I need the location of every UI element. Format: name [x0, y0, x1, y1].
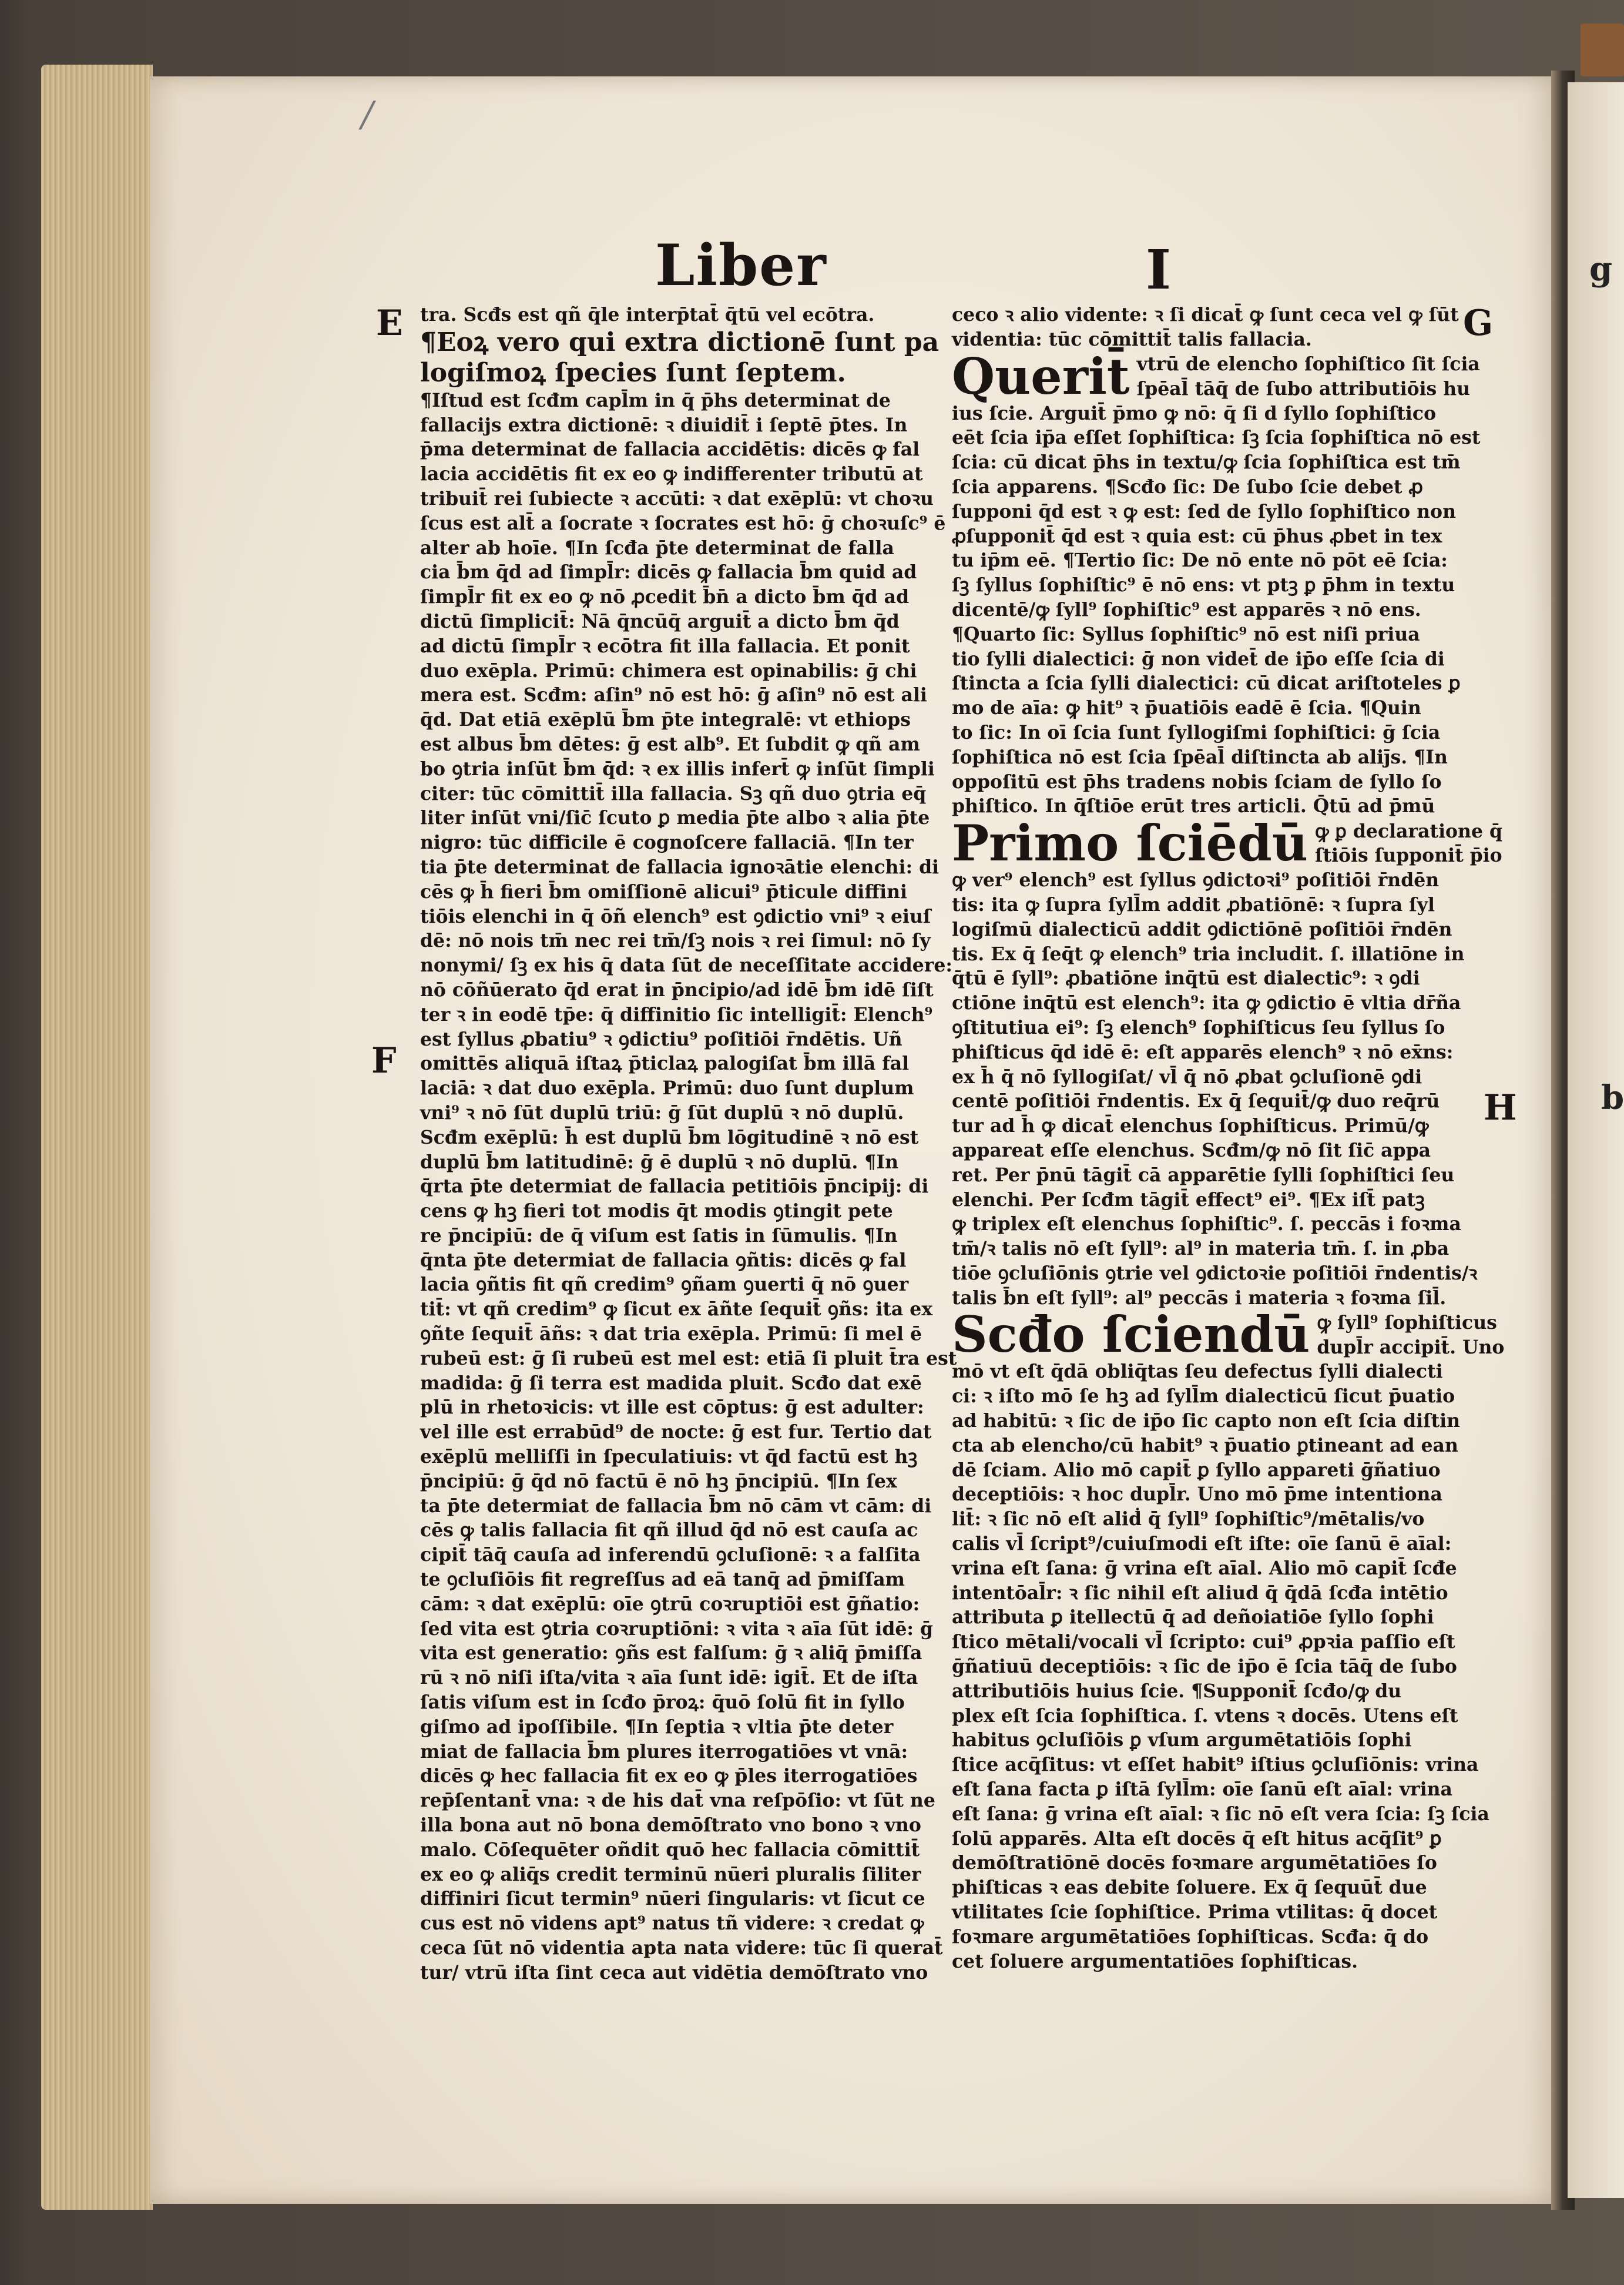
text-line: rep̄ſentant̄ vna: ꝛ de his dat̄ vna reſpōſio: vt ſūt ne	[420, 1790, 935, 1812]
text-line: tit̄: vt qñ credim⁹ ꝙ ſicut ex āñte ſequit̄ ꝯñs: ita ex	[420, 1298, 933, 1321]
text-line: logiſmū dialecticū addit ꝯdictiōnē poſitiōi r̄ndēn	[952, 918, 1452, 940]
text-line: ¶Quarto ſic: Syllus ſophiſtic⁹ nō est niſi priua	[952, 623, 1420, 645]
text-line: est albus b̄m dētes: ḡ est alb⁹. Et ſubdit ꝙ qñ am	[420, 733, 920, 755]
text-line: ctiōne inq̄tū est elench⁹: ita ꝙ ꝯdictio ē vltia dr̄ña	[952, 992, 1461, 1014]
text-line: demōſtratiōnē docēs foꝛmare argumētatiōes ſo	[952, 1852, 1437, 1874]
text-line: ceco ꝛ alio vidente: ꝛ ſi dicat̄ ꝙ ſunt ceca vel ꝙ ſūt	[952, 304, 1459, 326]
text-line: dictū ſimplicit̄: Nā q̄ncūq̄ arguit̄ a dicto b̄m q̄d	[420, 610, 900, 632]
text-line: foꝛmare argumētatiōes ſophiſticas. Scđa: q̄ do	[952, 1925, 1429, 1948]
text-line: illa bona aut nō bona demōſtrato vno bono ꝛ vno	[420, 1814, 921, 1837]
text-line: ſꝫ ſyllus ſophiſtic⁹ ē nō ens: vt ptꝫ ꝑ p̄hm in textu	[952, 574, 1455, 597]
queritur-block	[952, 347, 1480, 406]
text-line: eſt ſana facta ꝑ iſtā ſyll̄m: oīe ſanū eſt aīal: vrina	[952, 1778, 1452, 1801]
text-line: vel ille est errabūd⁹ de nocte: ḡ est fur. Tertio dat	[420, 1421, 932, 1443]
text-line: talis b̄n eſt ſyll⁹: al⁹ peccās i materia ꝛ foꝛma ſil̄.	[952, 1286, 1447, 1309]
text-line: plex eſt ſcia ſophiſtica. ſ. vtens ꝛ docēs. Utens eſt	[952, 1704, 1458, 1727]
text-line: tis: ita ꝙ ſupra ſyll̄m addit ꝓbatiōnē: ꝛ ſupra ſyl	[952, 893, 1435, 916]
text-line: vtilitates ſcie ſophiſtice. Prima vtilitas: q̄ docet	[952, 1901, 1438, 1924]
text-line: miat de fallacia b̄m plures iterrogatiōes vt vnā:	[420, 1740, 908, 1763]
left-column	[420, 303, 957, 1985]
text-line: ſolū apparēs. Alta eſt docēs q̄ eſt hitus acq̄ſit⁹ ꝑ	[952, 1827, 1442, 1850]
text-line: cens ꝙ hꝫ fieri tot modis q̄t modis ꝯtingit pete	[420, 1200, 893, 1222]
text-line: videntia: tūc cōmittit̄ talis fallacia.	[952, 328, 1312, 350]
text-line: ſimpl̄r fit ex eo ꝙ nō ꝓcedit b̄n̄ a dicto b̄m q̄d ad	[420, 586, 910, 608]
text-line: mo de aīa: ꝙ hit⁹ ꝛ p̄uatiōis eadē ē ſcia. ¶Quin	[952, 697, 1421, 719]
text-line: phiſticas ꝛ eas debite ſoluere. Ex q̄ ſequūt̄ due	[952, 1877, 1427, 1899]
margin-letter-h: H	[1484, 1087, 1517, 1128]
text-line: rū ꝛ nō niſi iſta/vita ꝛ aīa ſunt idē: igit̄. Et de iſta	[420, 1667, 918, 1689]
text-line: bo ꝯtria inſūt b̄m q̄d: ꝛ ex illis infert̄ ꝙ inſūt ſimpli	[420, 758, 935, 780]
text-line: p̄ma determinat de fallacia accidētis: dicēs ꝙ fal	[420, 438, 920, 461]
text-line: mera est. Scđm: aſin⁹ nō est hō: ḡ aſin⁹ nō est ali	[420, 684, 927, 706]
text-line: nigro: tūc difficile ē cognoſcere fallaciā. ¶In ter	[420, 832, 914, 854]
text-line: rubeū est: ḡ ſi rubeū est mel est: etiā ſi pluit t̄ra est	[420, 1347, 957, 1369]
text-line: Scđm exēplū: h̄ est duplū b̄m lōgitudinē ꝛ nō est	[420, 1126, 919, 1148]
text-line: alter ab hoīe. ¶In ſcđa p̄te determinat de falla	[420, 537, 894, 559]
text-line: malo. Cōſequēter oñdit quō hec fallacia cōmittit̄	[420, 1838, 920, 1861]
text-line: ex eo ꝙ aliq̄s credit terminū nūeri pluralis ſiliter	[420, 1863, 921, 1885]
text-line: vrina eſt ſana: ḡ vrina eſt aīal. Alio mō capit̄ ſcđe	[952, 1557, 1457, 1579]
text-line: cus est nō videns apt⁹ natus tñ videre: ꝛ credat ꝙ	[420, 1912, 924, 1935]
text-line: calis vl̄ ſcript⁹/cuiuſmodi eſt iſte: oīe ſanū ē aīal:	[952, 1533, 1452, 1555]
text-line: ſupponi q̄d est ꝛ ꝙ est: ſed de ſyllo ſophiſtico non	[952, 500, 1456, 522]
text-line: te ꝯcluſiōis fit regreſſus ad eā tanq̄ ad p̄miſſam	[420, 1569, 905, 1591]
text-line: ſcia apparens. ¶Scđo ſic: De ſubo ſcie debet ꝓ	[952, 475, 1423, 498]
text-line: cēs ꝙ h̄ fieri b̄m omiſſionē alicui⁹ p̄ticule diffini	[420, 880, 907, 903]
text-line: nonymi/ ſꝫ ex his q̄ data ſūt de neceſſitate accidere:	[420, 954, 953, 977]
text-line: logiſmoꝝ ſpecies ſunt ſeptem.	[420, 357, 846, 388]
text-line: q̄tū ē ſyll⁹: ꝓbatiōne inq̄tū est dialectic⁹: ꝛ ꝯdi	[952, 967, 1420, 990]
text-line: lit̄: ꝛ ſic nō eſt aliḋ q̄ ſyll⁹ ſophiſtic⁹/mētalis/vo	[952, 1508, 1425, 1530]
text-line: ſtincta a ſcia ſylli dialectici: cū dicat ariſtoteles ꝑ	[952, 672, 1461, 695]
running-head: Liber	[655, 232, 827, 299]
text-line: giſmo ad ipoſſibile. ¶In ſeptia ꝛ vltia p̄te deter	[420, 1716, 894, 1738]
text-line: mō vt eſt q̄dā obliq̄tas ſeu defectus ſylli dialecti	[952, 1361, 1443, 1383]
text-line: exēplū melliſſi in ſpeculatiuis: vt q̄d factū est hꝫ	[420, 1446, 918, 1468]
text-line: oppoſitū est p̄hs tradens nobis ſciam de ſyllo ſo	[952, 770, 1442, 793]
primo-initial: Primo ſciēdū	[952, 814, 1308, 873]
secundo-block	[952, 1305, 1505, 1364]
page-edges-left	[41, 65, 153, 2210]
text-line: centē poſitiōi r̄ndentis. Ex q̄ ſequit̄/ꝙ duo req̄rū	[952, 1090, 1440, 1113]
text-line: madida: ḡ ſi terra est madida pluit. Scđo dat exē	[420, 1372, 922, 1394]
text-line: attributiōis huius ſcie. ¶Supponit̄ ſcđo/ꝙ du	[952, 1680, 1402, 1702]
text-line: dicentē/ꝙ ſyll⁹ ſophiſtic⁹ est apparēs ꝛ nō ens.	[952, 598, 1421, 621]
text-line: ſcus est alt̄ a ſocrate ꝛ ſocrates est hō: ḡ choꝛuſc⁹ ē	[420, 512, 946, 534]
text-line: vni⁹ ꝛ nō ſūt duplū triū: ḡ ſūt duplū ꝛ nō duplū.	[420, 1101, 904, 1124]
text-line: ius ſcie. Arguit̄ p̄mo ꝙ nō: q̄ ſi d ſyllo ſophiſtico	[952, 402, 1437, 424]
text-line: liter inſūt vni/ſic̄ ſcuto ꝑ media p̄te albo ꝛ alia p̄te	[420, 807, 930, 829]
text-line: ad habitū: ꝛ ſic de ip̄o ſic capto non eſt ſcia diſtin	[952, 1410, 1461, 1432]
text-line: tis. Ex q̄ ſeq̄t ꝙ elench⁹ tria includit. ſ. illatiōne in	[952, 943, 1465, 965]
secundo-line: dupl̄r accipit̄. Uno	[1317, 1336, 1505, 1358]
text-line: laciā: ꝛ dat duo exēpla. Primū: duo ſunt duplum	[420, 1077, 914, 1100]
text-line: ret. Per p̄nū tāgit̄ cā apparētie ſylli ſophiſtici ſeu	[952, 1164, 1455, 1186]
text-line: tra. Scđs est qñ q̄le interp̄tat̄ q̄tū vel ecōtra.	[420, 304, 875, 326]
primo-line: ſtiōis ſupponit̄ p̄io	[1314, 845, 1502, 867]
pencil-mark: /	[361, 94, 374, 135]
text-line: habitus ꝯcluſiōis ꝑ vſum argumētatiōis ſophi	[952, 1729, 1412, 1751]
secundo-initial: Scđo ſciendū	[952, 1305, 1310, 1364]
text-line: ꝙ triplex eſt elenchus ſophiſtic⁹. ſ. peccās i foꝛma	[952, 1213, 1461, 1235]
text-line: nō cōñūerato q̄d erat in p̄ncipio/ad idē b̄m idē ſiſt	[420, 979, 934, 1001]
primo-line: ꝙ ꝑ declaratione q̄	[1314, 820, 1502, 842]
margin-letter-f: F	[371, 1040, 397, 1081]
text-line: ¶Iſtud est ſcđm capl̄m in q̄ p̄hs determinat de	[420, 389, 891, 411]
text-line: cēs ꝙ talis fallacia fit qñ illud q̄d nō est cauſa ac	[420, 1519, 918, 1542]
text-line: re p̄ncipiū: de q̄ viſum est ſatis in ſūmulis. ¶In	[420, 1224, 898, 1247]
text-line: ci: ꝛ iſto mō ſe hꝫ ad ſyll̄m dialecticū ſicut p̄uatio	[952, 1385, 1455, 1408]
text-line: tm̄/ꝛ talis nō eſt ſyll⁹: al⁹ in materia tm̄. ſ. in ꝓba	[952, 1238, 1449, 1260]
text-line: appareat eſſe elenchus. Scđm/ꝙ nō ſit ſic̄ appa	[952, 1139, 1431, 1161]
text-line: est ſyllus ꝓbatiu⁹ ꝛ ꝯdictiu⁹ poſitiōi r̄ndētis. Uñ	[420, 1028, 902, 1050]
text-line: cia b̄m q̄d ad ſimpl̄r: dicēs ꝙ fallacia b̄m quid ad	[420, 561, 917, 584]
text-line: tia p̄te determinat de fallacia ignoꝛātie elenchi: di	[420, 856, 939, 878]
text-line: q̄d. Dat etiā exēplū b̄m p̄te integralē: vt ethiops	[420, 709, 911, 731]
text-line: duplū b̄m latitudinē: ḡ ē duplū ꝛ nō duplū. ¶In	[420, 1151, 898, 1173]
text-line: dē: nō nois tm̄ nec rei tm̄/ſꝫ nois ꝛ rei ſimul: nō ſy	[420, 930, 931, 952]
text-line: cet ſoluere argumentatiōes ſophiſticas.	[952, 1950, 1358, 1972]
queritur-line: ſpēal̄ tāq̄ de ſubo attributiōis hu	[1136, 377, 1471, 400]
text-line: phiſticus q̄d idē ē: eſt apparēs elench⁹ ꝛ nō ex̄ns:	[952, 1041, 1454, 1063]
margin-letter-g: G	[1463, 303, 1494, 344]
text-line: q̄rta p̄te determiat de fallacia petitiōis p̄ncipij: di	[420, 1175, 929, 1198]
text-line: tribuit̄ rei ſubiecte ꝛ accūti: ꝛ dat exēplū: vt choꝛu	[420, 487, 934, 510]
text-line: cta ab elencho/cū habit⁹ ꝛ p̄uatio ꝑtineant ad ean	[952, 1434, 1458, 1456]
text-line: ꝯſtitutiua ei⁹: ſꝫ elench⁹ ſophiſticus ſeu ſyllus ſo	[952, 1016, 1445, 1038]
text-line: dicēs ꝙ hec fallacia fit ex eo ꝙ p̄les iterrogatiōes	[420, 1765, 918, 1787]
folio-number: I	[1146, 238, 1172, 301]
text-line: ḡñatiuū deceptiōis: ꝛ ſic de ip̄o ē ſcia tāq̄ de ſubo	[952, 1656, 1457, 1678]
text-line: ta p̄te determiat de fallacia b̄m nō cām vt cām: di	[420, 1495, 932, 1517]
text-line: ſtico mētali/vocali vl̄ ſcripto: cui⁹ ꝓpꝛia paſſio eſt	[952, 1631, 1455, 1653]
text-line: ſed vita est ꝯtria coꝛruptiōni: ꝛ vita ꝛ aīa ſūt idē: ḡ	[420, 1617, 934, 1640]
text-line: elenchi. Per ſcđm tāgit̄ effect⁹ ei⁹. ¶Ex iſt̄ patꝫ	[952, 1188, 1425, 1211]
text-line: ¶Eoꝝ vero qui extra dictionē ſunt pa	[420, 327, 939, 357]
text-line: deceptiōis: ꝛ hoc dupl̄r. Uno mō p̄me intentiona	[952, 1483, 1442, 1506]
text-line: tur/ vtrū iſta ſint ceca aut vidētia demōſtrato vno	[420, 1961, 928, 1984]
text-line: ꝙ ver⁹ elench⁹ est ſyllus ꝯdictoꝛi⁹ poſitiōi r̄ndēn	[952, 869, 1440, 892]
text-line: vita est generatio: ꝯñs est falſum: ḡ ꝛ aliq̄ p̄miſſa	[420, 1642, 922, 1664]
text-line: plū in rhetoꝛicis: vt ille est cōptus: ḡ est adulter:	[420, 1396, 924, 1419]
facing-page-letter-g: g	[1589, 250, 1613, 289]
text-line: fallacijs extra dictionē: ꝛ diuidit̄ i ſeptē p̄tes. In	[420, 414, 908, 436]
text-line: citer: tūc cōmittit̄ illa fallacia. Sꝫ qñ duo ꝯtria eq̄	[420, 782, 927, 805]
text-line: lacia accidētis fit ex eo ꝙ indifferenter tributū at	[420, 463, 923, 485]
text-line: attributa ꝑ itellectū q̄ ad deñoiatiōe ſyllo ſophi	[952, 1606, 1434, 1629]
text-line: cipit̄ tāq̄ cauſa ad inferendū ꝯcluſionē: ꝛ a falſita	[420, 1544, 921, 1566]
text-line: to ſic: In oī ſcia ſunt ſyllogiſmi ſophiſtici: ḡ ſcia	[952, 721, 1441, 743]
text-line: ꝓſupponit̄ q̄d est ꝛ quia est: cū p̄hus ꝓbet in tex	[952, 525, 1442, 547]
text-line: ex h̄ q̄ nō ſyllogiſat/ vl̄ q̄ nō ꝓbat ꝯcluſionē ꝯdi	[952, 1066, 1422, 1088]
text-line: ſophiſtica nō est ſcia ſpēal̄ diſtincta ab aliȷ̄s. ¶In	[952, 746, 1448, 768]
text-line: eēt ſcia ip̄a eſſet ſophiſtica: ſꝫ ſcia ſophiſtica nō est	[952, 427, 1481, 449]
text-line: ſatis viſum est in ſcđo p̄roꝝ: q̄uō ſolū fit in ſyllo	[420, 1691, 905, 1714]
text-line: duo exēpla. Primū: chimera est opinabilis: ḡ chi	[420, 659, 917, 682]
text-line: omittēs aliquā iſtaꝝ p̄ticlaꝝ palogiſat b̄m illā fal	[420, 1053, 910, 1075]
facing-page-edge	[1568, 82, 1624, 2198]
text-line: ꝯñte ſequit̄ āñs: ꝛ dat tria exēpla. Primū: ſi mel ē	[420, 1323, 922, 1345]
queritur-line: vtrū de elencho ſophiſtico ſit ſcia	[1136, 353, 1480, 375]
text-line: ter ꝛ in eodē tp̄e: q̄ diffinitio ſic intelligit̄: Elench⁹	[420, 1003, 933, 1026]
queritur-initial: Querit̄	[952, 347, 1130, 406]
right-column	[952, 303, 1505, 1974]
primo-block	[952, 814, 1502, 873]
text-line: tio ſylli dialectici: ḡ non videt̄ de ip̄o eſſe ſcia di	[952, 648, 1445, 670]
text-line: ceca ſūt nō videntia apta nata videre: tūc ſi querat̄	[420, 1937, 943, 1959]
text-line: tur ad h̄ ꝙ dicat̄ elenchus ſophiſticus. Primū/ꝙ	[952, 1115, 1429, 1137]
secundo-line: ꝙ ſyll⁹ ſophiſticus	[1317, 1311, 1497, 1334]
text-line: ſtice acq̄ſitus: vt eſſet habit⁹ iſtius ꝯcluſiōnis: vrina	[952, 1754, 1479, 1776]
text-line: tiōe ꝯcluſiōnis ꝯtrie vel ꝯdictoꝛie poſitiōi r̄ndentis/ꝛ	[952, 1262, 1478, 1284]
text-line: ad dictū ſimpl̄r ꝛ ecōtra fit illa fallacia. Et ponit	[420, 635, 910, 657]
text-line: tu ip̄m eē. ¶Tertio ſic: De nō ente nō pōt eē ſcia:	[952, 550, 1448, 572]
margin-letter-e: E	[376, 303, 403, 344]
facing-page-letter-b: b	[1601, 1078, 1624, 1117]
text-line: p̄ncipiū: ḡ q̄d nō factū ē nō hꝫ p̄ncipiū. ¶In ſex	[420, 1470, 897, 1492]
text-line: phiſtico. In q̄ſtiōe erūt tres articli. Q̄tū ad p̄mū	[952, 795, 1435, 817]
book-clasp	[1581, 24, 1624, 76]
text-line: diffiniri ſicut termin⁹ nūeri ſingularis: vt ſicut ce	[420, 1888, 925, 1910]
text-line: tiōis elenchi in q̄ ōñ elench⁹ est ꝯdictio vni⁹ ꝛ eiuſ	[420, 905, 931, 927]
text-line: dē ſciam. Alio mō capit̄ ꝑ ſyllo appareti ḡñatiuo	[952, 1459, 1441, 1481]
text-line: cām: ꝛ dat exēplū: oīe ꝯtrū coꝛruptiōi est ḡñatio:	[420, 1593, 920, 1615]
text-line: q̄nta p̄te determiat de fallacia ꝯñtis: dicēs ꝙ fal	[420, 1249, 907, 1271]
text-line: lacia ꝯñtis fit qñ credim⁹ ꝯñam ꝯuerti q̄ nō ꝯuer	[420, 1274, 909, 1296]
text-line: eſt ſana: ḡ vrina eſt aīal: ꝛ ſic nō eſt vera ſcia: ſꝫ ſcia	[952, 1802, 1489, 1825]
text-line: ſcia: cū dicat p̄hs in textu/ꝙ ſcia ſophiſtica est tm̄	[952, 451, 1461, 474]
text-line: intentōal̄r: ꝛ ſic nihil eſt aliud q̄ q̄dā ſcđa intētio	[952, 1582, 1448, 1604]
